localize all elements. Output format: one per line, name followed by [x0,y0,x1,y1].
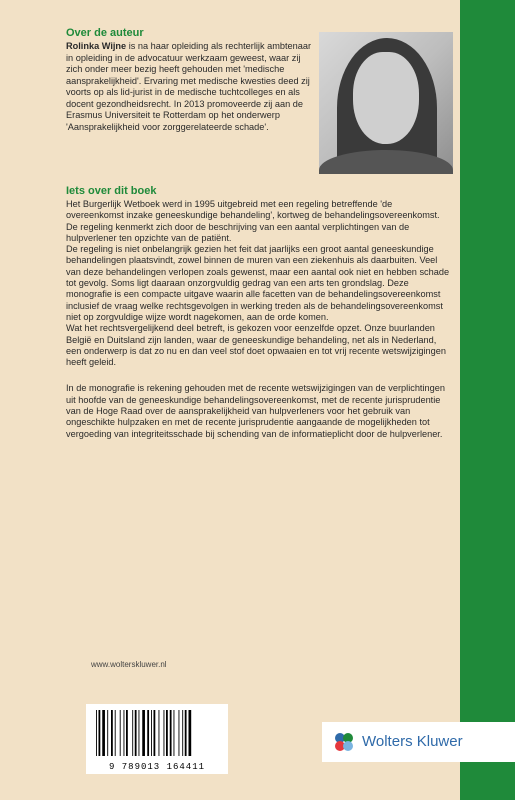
author-bio-text: is na haar opleiding als rechterlijk ambtenaar in opleiding in de advocatuur werkzaam geweest, waar zij zich onder meer bezig heeft gehouden met 'medische aansprakelijkheid'. Ervaring met medische kwesties deed zij voorts op als lid-jurist in de medische tuchtcolleges en als docent gezondheidsrecht. In 2013 promoveerde zij aan de Erasmus Universiteit te Rotterdam op het onderwerp 'Aansprakelijkheid voor zorggerelateerde schade'. [66,41,312,132]
book-paragraph: Wat het rechtsvergelijkend deel betreft, is gekozen voor eenzelfde opzet. Onze buurlanden België en Duitsland zijn landen, waar de geneeskundige behandeling, net als in Nederland, een onderwerp is dat zo nu en dan veel stof doet opwaaien en tot vrij recente wetswijzigingen heeft geleid. [66,323,446,368]
publisher-name: Wolters Kluwer [362,733,463,750]
author-photo [319,32,453,174]
barcode-bars [92,710,222,760]
publisher-logo [322,722,515,762]
author-bio [66,41,314,133]
author-name: Rolinka Wijne [66,41,127,51]
isbn-barcode [86,704,228,774]
publisher-url: www.wolterskluwer.nl [91,660,167,669]
book-paragraph: In de monografie is rekening gehouden met de recente wetswijzigingen van de verplichtingen uit hoofde van de geneeskundige behandelingsovereenkomst, met de recente jurisprudentie van de Hoge Raad over de aansprakelijkheid van hulpverleners voor het gebruik van ongeschikte hulpzaken en met de recente jurisprudentie aangaande de mogelijkheden tot vergoeding van integriteitsschade bij schending van de informatieplicht door de hulpverlener. [66,383,445,439]
isbn-number: 9 789013 164411 [108,762,205,772]
book-paragraph: Het Burgerlijk Wetboek werd in 1995 uitgebreid met een regeling betreffende 'de overeenkomst inzake geneeskundige behandeling', kortweg de behandelingsovereenkomst. De regeling kenmerkt zich door de beschrijving van een aantal verplichtingen van de hulpverlener ten opzichte van de patiënt. [66,199,440,243]
spine-green-band [460,0,515,800]
book-description [66,199,452,440]
author-heading: Over de auteur [66,27,144,39]
book-heading: Iets over dit boek [66,185,157,197]
wolters-kluwer-logo-icon [332,730,356,754]
book-paragraph: De regeling is niet onbelangrijk gezien het feit dat jaarlijks een groot aantal geneeskundige behandelingen plaatsvindt, zowel binnen de muren van een ziekenhuis als daarbuiten. Veel van deze behandelingen verlopen zoals gewenst, maar een aantal ook niet en hebben schade tot gevolg. Soms ligt daaraan onzorgvuldig gedrag van een arts ten grondslag. Deze monografie is een compacte uitgave waarin alle facetten van de behandelingsovereenkomst inclusief de vraag welke rechtsgevolgen in werking treden als de behandelingsovereenkomst niet op zorgvuldige wijze wordt nagekomen, aan de orde komen. [66,244,450,322]
